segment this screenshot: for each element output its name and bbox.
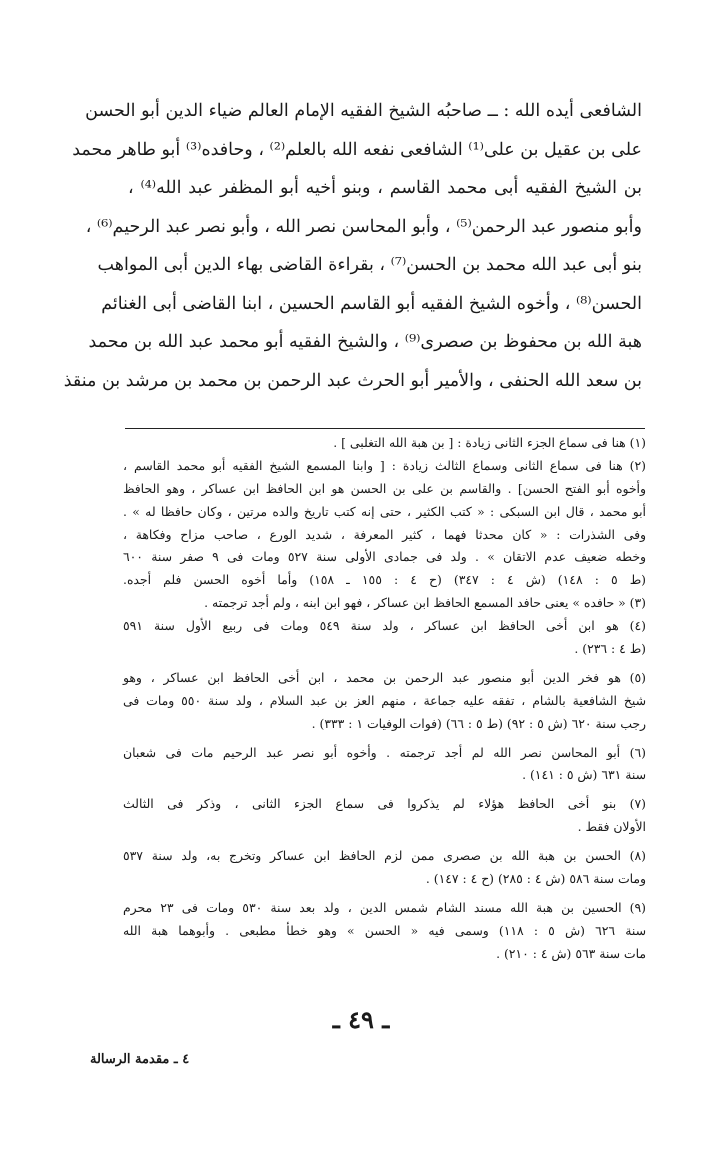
- footnote-line: سنة ٦٢٦ (ش ٥ : ١١٨) وسمى فيه « الحسن » وهو خطأ مطبعى . وأبوهما هبة الله: [123, 922, 646, 938]
- footnote-line: سنة ٦٣١ (ش ٥ : ١٤١) .: [522, 767, 646, 783]
- main-text-line: على بن عقيل بن على⁽¹⁾ الشافعى نفعه الله بالعلم⁽²⁾ ، وحافده⁽³⁾ أبو طاهر محمد: [72, 139, 642, 160]
- footnote-line: (٣) « حافده » يعنى حافد المسمع الحافظ ابن عساكر ، فهو ابن ابنه ، ولم أجد ترجمته .: [204, 595, 646, 611]
- footnote-line: أبو محمد ، قال ابن السبكى : « كتب الكثير ، حتى إنه كتب تاريخ والده مرتين ، وكان حافظا له » .: [123, 503, 646, 519]
- main-text-block: [63, 92, 642, 400]
- footnote-divider: [125, 428, 645, 429]
- page-number: ـ ٤٩ ـ: [332, 1005, 390, 1034]
- main-text-line: الحسن⁽⁸⁾ ، وأخوه الشيخ الفقيه أبو القاسم الحسين ، ابنا القاضى أبى الغنائم: [101, 293, 642, 314]
- footnote-line: مات سنة ٥٦٣ (ش ٤ : ٢١٠) .: [496, 945, 646, 961]
- footnote-line: شيخ الشافعية بالشام ، تفقه عليه جماعة ، منهم العز بن عبد السلام ، ولد سنة ٥٥٠ ومات فى: [123, 692, 646, 708]
- main-text-line: بن سعد الله الحنفى ، والأمير أبو الحرث عبد الرحمن بن محمد بن مرشد بن منقذ: [63, 370, 642, 391]
- footnote-line: الأولان فقط .: [577, 819, 646, 835]
- main-text-line: بن الشيخ الفقيه أبى محمد القاسم ، وبنو أخيه أبو المظفر عبد الله⁽⁴⁾ ،: [128, 178, 642, 198]
- footnote-line: وفى الشذرات : « كان محدثا فهما ، كثير المعرفة ، شديد الورع ، صاحب مزاح وفكاهة ،: [123, 526, 646, 542]
- footnote-line: (٦) أبو المحاسن نصر الله لم أجد ترجمته . وأخوه أبو نصر عبد الرحيم مات فى شعبان: [123, 744, 646, 760]
- footnote-line: (٧) بنو أخى الحافظ هؤلاء لم يذكروا فى سماع الجزء الثانى ، وذكر فى الثالث: [123, 796, 646, 812]
- main-text-line: الشافعى أيده الله : ــ صاحبُه الشيخ الفقيه الإمام العالم ضياء الدين أبو الحسن: [85, 101, 642, 121]
- footnotes-block: [123, 432, 646, 966]
- main-text-line: هبة الله بن محفوظ بن صصرى⁽⁹⁾ ، والشيخ الفقيه أبو محمد عبد الله بن محمد: [88, 332, 642, 352]
- footnote-line: رجب سنة ٦٢٠ (ش ٥ : ٩٢) (ط ٥ : ٦٦) (فوات الوفيات ١ : ٣٣٣) .: [311, 715, 646, 731]
- footnote-line: (ط ٥ : ١٤٨) (ش ٤ : ٣٤٧) (ح ٤ : ١٥٥ ـ ١٥٨) وأما أخوه الحسن فلم أجده.: [123, 572, 646, 588]
- footnote-line: (٤) هو ابن أخى الحافظ ابن عساكر ، ولد سنة ٥٤٩ ومات فى ربيع الأول سنة ٥٩١: [123, 618, 647, 634]
- footnote-line: وأخوه أبو الفتح الحسن] . والقاسم بن على بن الحسن هو ابن الحافظ ابن عساكر ، وهو الحافظ: [123, 480, 646, 496]
- footnote-line: (٩) الحسين بن هبة الله مسند الشام شمس الدين ، ولد بعد سنة ٥٣٠ ومات فى ٢٣ محرم: [123, 899, 646, 915]
- footnote-line: (١) هنا فى سماع الجزء الثانى زيادة : [ بن هبة الله التغلبى ] .: [333, 435, 646, 450]
- signature-mark: ٤ ـ مقدمة الرسالة: [90, 1052, 190, 1067]
- footnote-line: (٥) هو فخر الدين أبو منصور عبد الرحمن بن محمد ، ابن أخى الحافظ ابن عساكر ، وهو: [123, 669, 646, 685]
- footnote-line: وخطه ضعيف عدم الاتقان » . ولد فى جمادى الأولى سنة ٥٢٧ ومات فى ٩ صفر سنة ٦٠٠: [123, 549, 646, 565]
- footnote-line: (ط ٤ : ٢٣٦) .: [574, 641, 646, 657]
- main-text-line: بنو أبى عبد الله محمد بن الحسن⁽⁷⁾ ، بقراءة القاضى بهاء الدين أبى المواهب: [97, 255, 642, 275]
- footnote-line: (٢) هنا فى سماع الثانى وسماع الثالث زيادة : [ وابنا المسمع الشيخ الفقيه أبو محمد القاسم ،: [123, 457, 646, 473]
- main-text-line: وأبو منصور عبد الرحمن⁽⁵⁾ ، وأبو المحاسن نصر الله ، وأبو نصر عبد الرحيم⁽⁶⁾ ،: [85, 216, 642, 237]
- footnote-line: ومات سنة ٥٨٦ (ش ٤ : ٢٨٥) (ح ٤ : ١٤٧) .: [425, 871, 646, 887]
- footnote-line: (٨) الحسن بن هبة الله بن صصرى ممن لزم الحافظ ابن عساكر وتخرج به، ولد سنة ٥٣٧: [123, 848, 646, 864]
